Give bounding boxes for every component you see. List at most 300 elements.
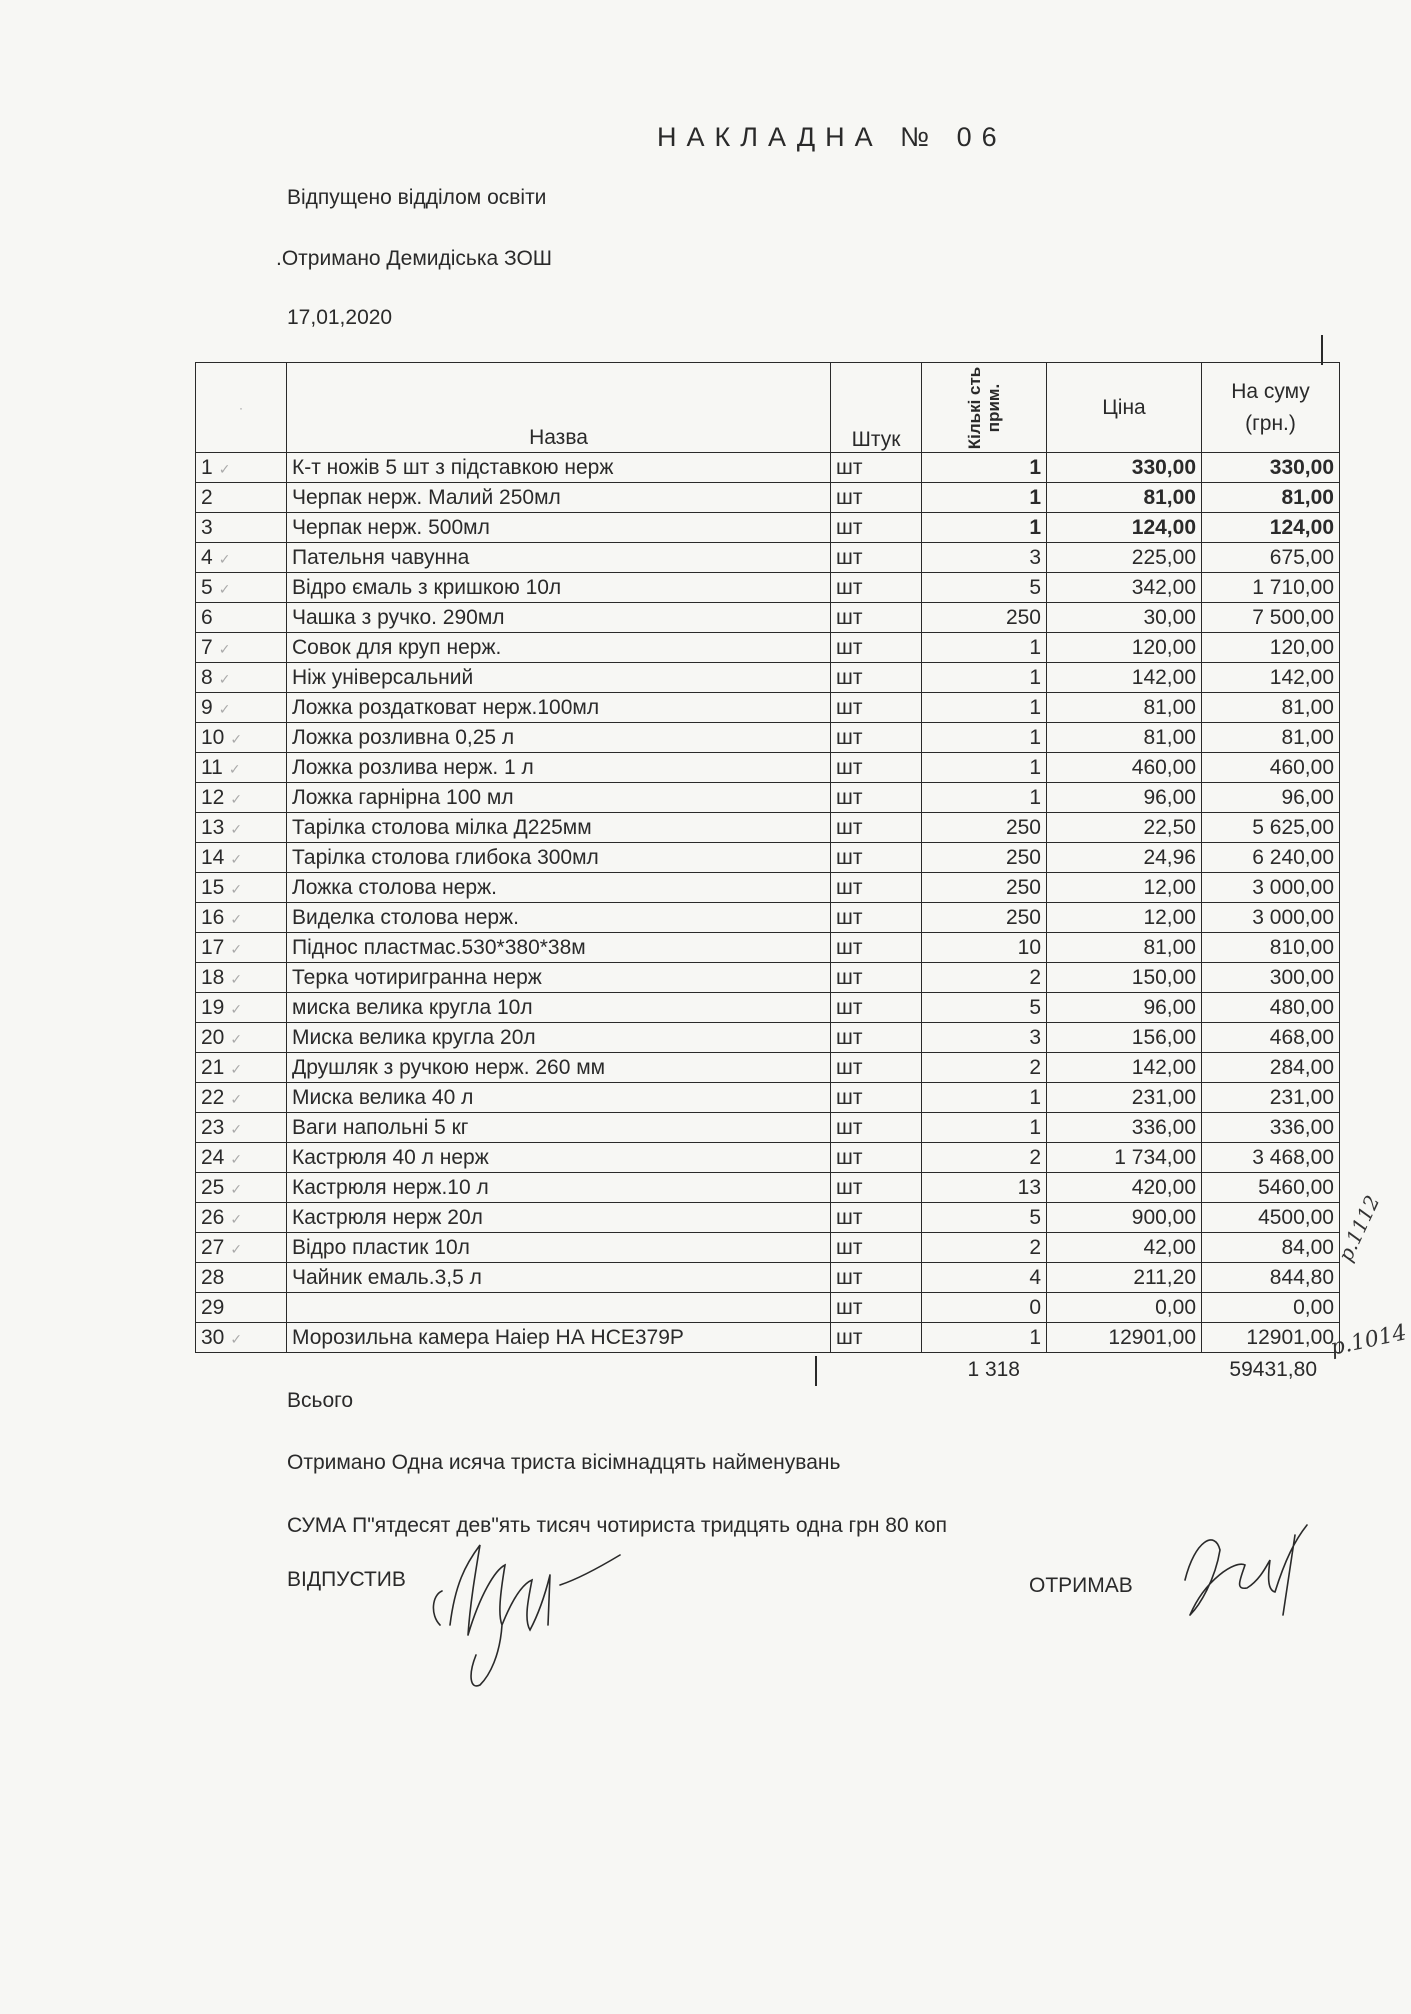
header-qty [922, 363, 1047, 453]
row-num [196, 1143, 287, 1173]
row-name [287, 603, 831, 633]
check-mark-icon: ✓ [230, 790, 243, 807]
row-price-text: 211,20 [1133, 1265, 1196, 1289]
row-num-text: 7 [201, 635, 213, 659]
row-price [1047, 843, 1202, 873]
table-row [196, 1203, 1340, 1233]
row-sum-text: 12901,00 [1246, 1325, 1334, 1349]
check-mark-icon: ✓ [230, 940, 243, 957]
row-price [1047, 1023, 1202, 1053]
row-price-text: 12901,00 [1108, 1325, 1196, 1349]
row-price-text: 142,00 [1131, 665, 1196, 689]
row-name-text: миска велика кругла 10л [292, 995, 533, 1019]
header-qty-label: Кількі сть прим. [965, 366, 1003, 449]
table-row [196, 873, 1340, 903]
row-sum-text: 84,00 [1281, 1235, 1334, 1259]
row-name [287, 723, 831, 753]
row-price-text: 1 734,00 [1114, 1145, 1196, 1169]
row-price-text: 150,00 [1131, 965, 1196, 989]
totals-divider [815, 1356, 817, 1386]
row-price-text: 460,00 [1131, 755, 1196, 779]
row-sum [1202, 1233, 1340, 1263]
row-sum-text: 844,80 [1269, 1265, 1334, 1289]
row-num [196, 1053, 287, 1083]
row-sum-text: 5 625,00 [1252, 815, 1334, 839]
table-row [196, 483, 1340, 513]
row-qty [922, 963, 1047, 993]
header-sum: На суму (грн.) [1202, 363, 1340, 453]
table-header-row [196, 363, 1340, 453]
check-mark-icon: ✓ [218, 670, 231, 687]
check-mark-icon: ✓ [230, 1180, 243, 1197]
check-mark-icon: ✓ [218, 580, 231, 597]
row-qty-text: 2 [1029, 965, 1041, 989]
row-price [1047, 753, 1202, 783]
row-qty [922, 603, 1047, 633]
row-sum-text: 3 000,00 [1252, 875, 1334, 899]
row-num-text: 10 [201, 725, 225, 749]
row-unit [831, 933, 922, 963]
row-num-text: 13 [201, 815, 225, 839]
check-mark-icon: ✓ [230, 1240, 243, 1257]
row-unit-text: шт [836, 905, 863, 929]
row-name-text: К-т ножів 5 шт з підставкою нерж [292, 455, 614, 479]
row-num [196, 543, 287, 573]
row-sum [1202, 1323, 1340, 1353]
row-sum [1202, 933, 1340, 963]
row-unit [831, 453, 922, 483]
row-price [1047, 1233, 1202, 1263]
row-qty-text: 5 [1029, 575, 1041, 599]
received-signature [1175, 1520, 1315, 1630]
row-name-text: Морозильна камера Наіер НА НСЕ379Р [292, 1325, 684, 1349]
row-sum [1202, 903, 1340, 933]
row-unit-text: шт [836, 965, 863, 989]
row-sum [1202, 813, 1340, 843]
row-num-text: 12 [201, 785, 225, 809]
row-name-text: Миска велика 40 л [292, 1085, 474, 1109]
row-num [196, 1023, 287, 1053]
row-sum-text: 336,00 [1269, 1115, 1334, 1139]
row-num-text: 5 [201, 575, 213, 599]
row-unit-text: шт [836, 575, 863, 599]
row-num [196, 723, 287, 753]
row-unit-text: шт [836, 665, 863, 689]
header-num: · [196, 363, 287, 453]
row-sum [1202, 633, 1340, 663]
row-qty [922, 453, 1047, 483]
check-mark-icon: ✓ [230, 820, 243, 837]
row-name [287, 1203, 831, 1233]
row-name-text: Ложка розливна 0,25 л [292, 725, 515, 749]
row-unit [831, 633, 922, 663]
row-name-text: Ложка розлива нерж. 1 л [292, 755, 534, 779]
released-label: ВІДПУСТИВ [287, 1568, 406, 1591]
row-qty [922, 1173, 1047, 1203]
row-price-text: 12,00 [1143, 905, 1196, 929]
row-qty [922, 1113, 1047, 1143]
row-unit [831, 1263, 922, 1293]
row-name-text: Кастрюля нерж.10 л [292, 1175, 489, 1199]
header-price: Ціна [1047, 363, 1202, 453]
row-sum-text: 468,00 [1269, 1025, 1334, 1049]
table-row [196, 783, 1340, 813]
row-unit [831, 753, 922, 783]
row-name [287, 993, 831, 1023]
row-num [196, 993, 287, 1023]
row-unit-text: шт [836, 605, 863, 629]
row-name-text: Ложка гарнірна 100 мл [292, 785, 514, 809]
row-num-text: 30 [201, 1325, 225, 1349]
row-unit-text: шт [836, 815, 863, 839]
row-sum-text: 124,00 [1269, 515, 1334, 539]
row-unit-text: шт [836, 875, 863, 899]
row-qty-text: 2 [1029, 1055, 1041, 1079]
table-row [196, 753, 1340, 783]
row-name [287, 453, 831, 483]
check-mark-icon: ✓ [230, 1000, 243, 1017]
row-price [1047, 783, 1202, 813]
row-unit-text: шт [836, 515, 863, 539]
table-row [196, 1173, 1340, 1203]
row-num-text: 4 [201, 545, 213, 569]
row-num-text: 14 [201, 845, 225, 869]
row-unit [831, 1143, 922, 1173]
row-price-text: 96,00 [1143, 995, 1196, 1019]
row-price [1047, 813, 1202, 843]
row-price [1047, 693, 1202, 723]
sum-words-line: СУМА П"ятдесят дев"ять тисяч чотириста тридцять одна грн 80 коп [287, 1514, 947, 1537]
row-num-text: 17 [201, 935, 225, 959]
row-qty-text: 1 [1029, 725, 1041, 749]
row-num [196, 573, 287, 603]
row-qty [922, 1143, 1047, 1173]
row-price [1047, 993, 1202, 1023]
row-num-text: 22 [201, 1085, 225, 1109]
row-unit-text: шт [836, 695, 863, 719]
row-name [287, 633, 831, 663]
row-num-text: 29 [201, 1295, 225, 1319]
row-price-text: 330,00 [1131, 455, 1196, 479]
row-qty-text: 250 [1005, 815, 1041, 839]
row-unit-text: шт [836, 1175, 863, 1199]
row-qty-text: 1 [1029, 1085, 1041, 1109]
row-unit [831, 1323, 922, 1353]
row-num-text: 26 [201, 1205, 225, 1229]
row-name-text: Кастрюля нерж 20л [292, 1205, 483, 1229]
check-mark-icon: ✓ [230, 850, 243, 867]
row-unit-text: шт [836, 1265, 863, 1289]
row-num [196, 453, 287, 483]
row-price [1047, 483, 1202, 513]
row-name-text: Відро ємаль з кришкою 10л [292, 575, 562, 599]
row-unit [831, 783, 922, 813]
row-name-text: Совок для круп нерж. [292, 635, 502, 659]
margin-note-row30: р.1014 [1328, 1320, 1409, 1361]
row-sum [1202, 873, 1340, 903]
check-mark-icon: ✓ [230, 880, 243, 897]
row-num [196, 483, 287, 513]
row-price [1047, 1083, 1202, 1113]
check-mark-icon: ✓ [230, 910, 243, 927]
total-label: Всього [287, 1389, 354, 1412]
row-qty [922, 633, 1047, 663]
received-items-line: Отримано Одна исяча триста вісімнадцять найменувань [287, 1451, 841, 1474]
row-qty [922, 1323, 1047, 1353]
row-qty-text: 1 [1029, 515, 1041, 539]
row-num-text: 16 [201, 905, 225, 929]
check-mark-icon: ✓ [218, 700, 231, 717]
row-sum-text: 96,00 [1281, 785, 1334, 809]
row-qty [922, 1023, 1047, 1053]
row-price [1047, 1053, 1202, 1083]
row-sum-text: 1 710,00 [1252, 575, 1334, 599]
row-price [1047, 1203, 1202, 1233]
row-qty-text: 1 [1029, 485, 1041, 509]
row-unit [831, 603, 922, 633]
row-price [1047, 1113, 1202, 1143]
table-row [196, 633, 1340, 663]
released-signature [420, 1525, 630, 1695]
row-num [196, 1083, 287, 1113]
check-mark-icon: ✓ [230, 970, 243, 987]
row-unit [831, 873, 922, 903]
row-price [1047, 873, 1202, 903]
row-unit [831, 1203, 922, 1233]
row-name [287, 1233, 831, 1263]
table-row [196, 903, 1340, 933]
table-row [196, 963, 1340, 993]
row-qty-text: 1 [1029, 455, 1041, 479]
row-qty [922, 1203, 1047, 1233]
row-sum [1202, 1203, 1340, 1233]
row-unit [831, 993, 922, 1023]
row-name-text: Ніж універсальний [292, 665, 474, 689]
row-qty-text: 250 [1005, 875, 1041, 899]
row-sum [1202, 483, 1340, 513]
row-price-text: 81,00 [1143, 695, 1196, 719]
row-qty-text: 0 [1029, 1295, 1041, 1319]
row-name-text: Черпак нерж. 500мл [292, 515, 490, 539]
row-name-text: Чайник емаль.3,5 л [292, 1265, 482, 1289]
row-num [196, 603, 287, 633]
row-name-text: Миска велика кругла 20л [292, 1025, 536, 1049]
row-unit-text: шт [836, 455, 863, 479]
row-unit [831, 1113, 922, 1143]
row-num [196, 783, 287, 813]
row-qty [922, 1083, 1047, 1113]
row-num [196, 1173, 287, 1203]
row-sum-text: 231,00 [1269, 1085, 1334, 1109]
row-qty [922, 753, 1047, 783]
row-name [287, 783, 831, 813]
row-name [287, 1173, 831, 1203]
row-sum [1202, 1083, 1340, 1113]
row-name-text: Пательня чавунна [292, 545, 470, 569]
row-price-text: 336,00 [1131, 1115, 1196, 1139]
row-num-text: 27 [201, 1235, 225, 1259]
row-sum [1202, 663, 1340, 693]
row-qty-text: 1 [1029, 665, 1041, 689]
row-num-text: 1 [201, 455, 213, 479]
row-qty-text: 1 [1029, 1325, 1041, 1349]
row-unit [831, 573, 922, 603]
table-row [196, 543, 1340, 573]
row-qty-text: 2 [1029, 1235, 1041, 1259]
row-price-text: 81,00 [1143, 725, 1196, 749]
document-title: НАКЛАДНА № 06 [657, 122, 1007, 152]
check-mark-icon: ✓ [230, 1120, 243, 1137]
row-name-text: Піднос пластмас.530*380*38м [292, 935, 586, 959]
row-unit-text: шт [836, 1235, 863, 1259]
row-sum-text: 3 000,00 [1252, 905, 1334, 929]
row-qty-text: 4 [1029, 1265, 1041, 1289]
row-unit-text: шт [836, 635, 863, 659]
row-name [287, 1113, 831, 1143]
row-num [196, 693, 287, 723]
row-sum-text: 81,00 [1281, 695, 1334, 719]
row-num-text: 25 [201, 1175, 225, 1199]
row-qty [922, 723, 1047, 753]
row-num [196, 1263, 287, 1293]
table-row [196, 663, 1340, 693]
row-price [1047, 1323, 1202, 1353]
row-sum-text: 460,00 [1269, 755, 1334, 779]
row-num-text: 19 [201, 995, 225, 1019]
row-qty-text: 13 [1017, 1175, 1041, 1199]
header-unit: Штук [831, 363, 922, 453]
row-qty-text: 3 [1029, 545, 1041, 569]
row-num-text: 28 [201, 1265, 225, 1289]
row-price [1047, 603, 1202, 633]
row-sum [1202, 993, 1340, 1023]
row-num-text: 18 [201, 965, 225, 989]
row-unit [831, 483, 922, 513]
row-qty [922, 513, 1047, 543]
row-num-text: 20 [201, 1025, 225, 1049]
check-mark-icon: ✓ [230, 1030, 243, 1047]
document-date: 17,01,2020 [287, 306, 393, 329]
row-price [1047, 933, 1202, 963]
table-row [196, 1053, 1340, 1083]
row-unit [831, 693, 922, 723]
row-name-text: Ложка столова нерж. [292, 875, 497, 899]
row-name-text: Виделка столова нерж. [292, 905, 519, 929]
row-name [287, 1023, 831, 1053]
row-unit [831, 1173, 922, 1203]
row-qty [922, 843, 1047, 873]
row-num [196, 933, 287, 963]
row-price-text: 42,00 [1143, 1235, 1196, 1259]
row-name-text: Терка чотиригранна нерж [292, 965, 542, 989]
header-name: Назва [287, 363, 831, 453]
row-name-text: Ложка роздатковат нерж.100мл [292, 695, 600, 719]
row-qty [922, 663, 1047, 693]
total-sum: 59431,80 [1229, 1358, 1317, 1381]
table-row [196, 723, 1340, 753]
row-price-text: 24,96 [1143, 845, 1196, 869]
row-price [1047, 573, 1202, 603]
table-row [196, 1233, 1340, 1263]
row-num [196, 1203, 287, 1233]
row-unit [831, 543, 922, 573]
row-num [196, 663, 287, 693]
table-row [196, 453, 1340, 483]
row-price-text: 142,00 [1131, 1055, 1196, 1079]
check-mark-icon: ✓ [230, 1210, 243, 1227]
row-num [196, 903, 287, 933]
row-qty [922, 993, 1047, 1023]
row-price [1047, 963, 1202, 993]
row-num [196, 813, 287, 843]
row-num [196, 1323, 287, 1353]
table-row [196, 1023, 1340, 1053]
row-sum-text: 7 500,00 [1252, 605, 1334, 629]
row-price [1047, 453, 1202, 483]
row-sum-text: 810,00 [1269, 935, 1334, 959]
row-qty-text: 10 [1017, 935, 1041, 959]
row-num [196, 1293, 287, 1323]
row-num [196, 873, 287, 903]
row-sum-text: 4500,00 [1258, 1205, 1334, 1229]
row-sum-text: 120,00 [1269, 635, 1334, 659]
row-name [287, 513, 831, 543]
row-unit [831, 1083, 922, 1113]
row-qty-text: 1 [1029, 785, 1041, 809]
row-sum-text: 480,00 [1269, 995, 1334, 1019]
row-qty-text: 250 [1005, 605, 1041, 629]
row-name [287, 903, 831, 933]
received-label: ОТРИМАВ [1029, 1574, 1133, 1597]
row-qty [922, 933, 1047, 963]
row-qty [922, 543, 1047, 573]
row-sum [1202, 783, 1340, 813]
row-num-text: 3 [201, 515, 213, 539]
row-sum [1202, 513, 1340, 543]
row-unit [831, 813, 922, 843]
row-num-text: 15 [201, 875, 225, 899]
check-mark-icon: ✓ [230, 1330, 243, 1347]
row-price-text: 30,00 [1143, 605, 1196, 629]
row-price [1047, 663, 1202, 693]
row-name-text: Ваги напольні 5 кг [292, 1115, 469, 1139]
table-row [196, 1083, 1340, 1113]
row-price [1047, 1263, 1202, 1293]
row-qty-text: 250 [1005, 905, 1041, 929]
row-name-text: Відро пластик 10л [292, 1235, 470, 1259]
row-unit-text: шт [836, 1115, 863, 1139]
row-unit [831, 843, 922, 873]
row-num-text: 11 [201, 755, 223, 779]
row-qty-text: 1 [1029, 1115, 1041, 1139]
row-price-text: 231,00 [1131, 1085, 1196, 1109]
row-price-text: 120,00 [1131, 635, 1196, 659]
row-sum-text: 0,00 [1293, 1295, 1334, 1319]
row-name-text: Черпак нерж. Малий 250мл [292, 485, 561, 509]
row-name [287, 1143, 831, 1173]
table-row [196, 1263, 1340, 1293]
row-num [196, 1233, 287, 1263]
row-name [287, 1263, 831, 1293]
row-unit-text: шт [836, 995, 863, 1019]
row-qty-text: 3 [1029, 1025, 1041, 1049]
row-price [1047, 1143, 1202, 1173]
row-price-text: 0,00 [1155, 1295, 1196, 1319]
row-name [287, 543, 831, 573]
row-unit [831, 723, 922, 753]
check-mark-icon: ✓ [218, 460, 231, 477]
row-unit [831, 1293, 922, 1323]
